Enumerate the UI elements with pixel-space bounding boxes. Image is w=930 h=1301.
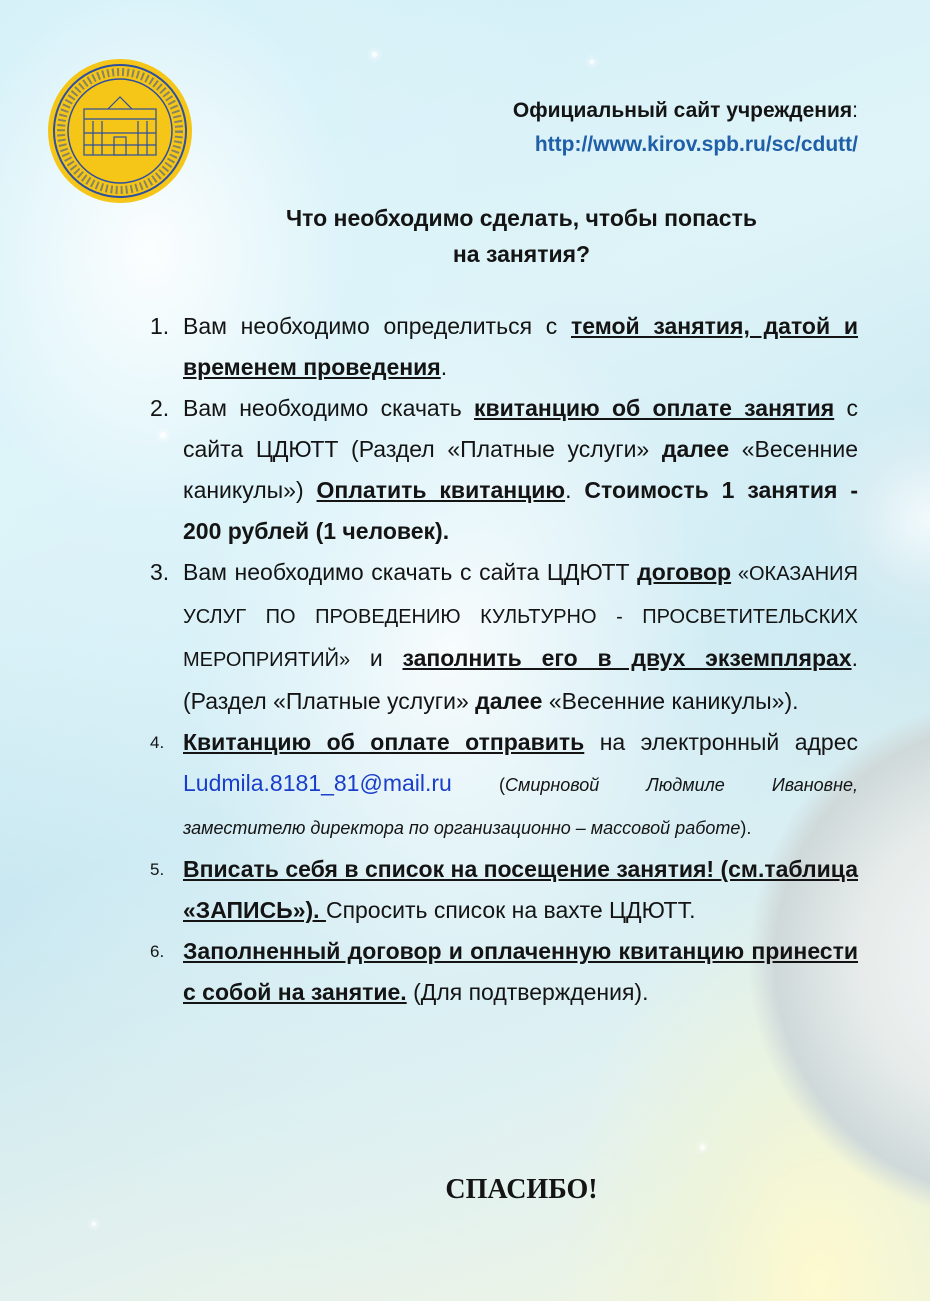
step-text — [183, 931, 858, 1013]
step-text-part: Вам необходимо скачать — [183, 395, 475, 421]
institution-logo — [46, 57, 194, 205]
step-text-part: . — [440, 354, 448, 380]
step-number: 1. — [150, 313, 170, 339]
step-emphasis: Оплатить квитанцию — [316, 477, 566, 503]
sparkle-decoration — [700, 1145, 705, 1150]
step-item — [150, 388, 858, 552]
step-emphasis: заполнить его в двух экземплярах — [402, 645, 852, 671]
step-emphasis: темой занятия, датой и временем проведения — [183, 313, 858, 380]
title-line-2: на занятия? — [452, 241, 591, 267]
step-text — [183, 306, 858, 388]
step-bold: далее — [661, 436, 730, 462]
step-number: 4. — [150, 733, 165, 752]
step-text — [183, 849, 858, 931]
email-link[interactable]: Ludmila.8181_81@mail.ru — [183, 770, 452, 796]
step-text-part: ). — [740, 818, 752, 838]
step-item — [150, 306, 858, 388]
title-line-1: Что необходимо сделать, чтобы попасть — [286, 205, 757, 231]
step-item — [150, 552, 858, 722]
step-text-part: и — [350, 645, 403, 671]
step-item — [150, 931, 858, 1013]
sparkle-decoration — [92, 1222, 96, 1226]
sparkle-decoration — [590, 60, 594, 64]
contact-person-note: Смирновой Людмиле Ивановне, заместителю директора по организационно – массовой работе — [183, 775, 858, 838]
thanks-text: СПАСИБО! — [445, 1174, 598, 1205]
step-emphasis: Заполненный договор и оплаченную квитанцию принести с собой на занятие. — [183, 938, 858, 1005]
step-text-part: «Весенние каникулы») — [183, 436, 859, 503]
step-text-part: (Для подтверждения). — [406, 979, 649, 1005]
official-site-block — [513, 94, 858, 162]
step-text-part: на электронный адрес — [584, 729, 859, 755]
step-text-part: . (Раздел «Платные услуги» — [183, 645, 858, 714]
official-site-label: Официальный сайт учреждения — [512, 99, 853, 122]
logo-outer-circle — [48, 59, 192, 203]
official-site-link[interactable]: http://www.kirov.spb.ru/sc/cdutt/ — [534, 133, 858, 156]
step-item — [150, 849, 858, 931]
page-title — [185, 200, 858, 272]
step-text-part: «Весенние каникулы»). — [542, 688, 799, 714]
step-emphasis: Вписать себя в список на посещение занятия! (см.таблица «ЗАПИСЬ»). — [183, 856, 858, 923]
step-emphasis: квитанцию об оплате занятия — [474, 395, 835, 421]
step-text-part: ( — [451, 775, 505, 795]
official-site-colon: : — [852, 99, 858, 122]
sparkle-decoration — [372, 52, 377, 57]
step-text-part: Вам необходимо определиться с — [183, 313, 571, 339]
step-bold: далее — [475, 688, 543, 714]
step-text-part: Спросить список на вахте ЦДЮТТ. — [325, 897, 696, 923]
steps-list — [150, 306, 858, 1013]
step-text-part: с сайта ЦДЮТТ (Раздел «Платные услуги» — [183, 395, 858, 462]
step-emphasis: договор — [637, 559, 732, 585]
step-text-part: Вам необходимо скачать с сайта ЦДЮТТ — [183, 559, 638, 585]
step-emphasis: Квитанцию об оплате отправить — [183, 729, 585, 755]
step-number: 3. — [150, 559, 170, 585]
step-text — [183, 388, 858, 552]
official-site-label-line — [513, 94, 858, 128]
step-number: 6. — [150, 942, 165, 961]
step-number: 5. — [150, 860, 165, 879]
step-item — [150, 722, 858, 849]
contract-title: «ОКАЗАНИЯ УСЛУГ ПО ПРОВЕДЕНИЮ КУЛЬТУРНО - ПРОСВЕТИТЕЛЬСКИХ МЕРОПРИЯТИЙ» — [183, 563, 858, 671]
step-number: 2. — [150, 395, 170, 421]
step-text-part: . — [565, 477, 585, 503]
price-note: Стоимость 1 занятия - 200 рублей (1 человек). — [183, 477, 858, 544]
step-text — [183, 552, 858, 722]
step-text — [183, 722, 858, 849]
